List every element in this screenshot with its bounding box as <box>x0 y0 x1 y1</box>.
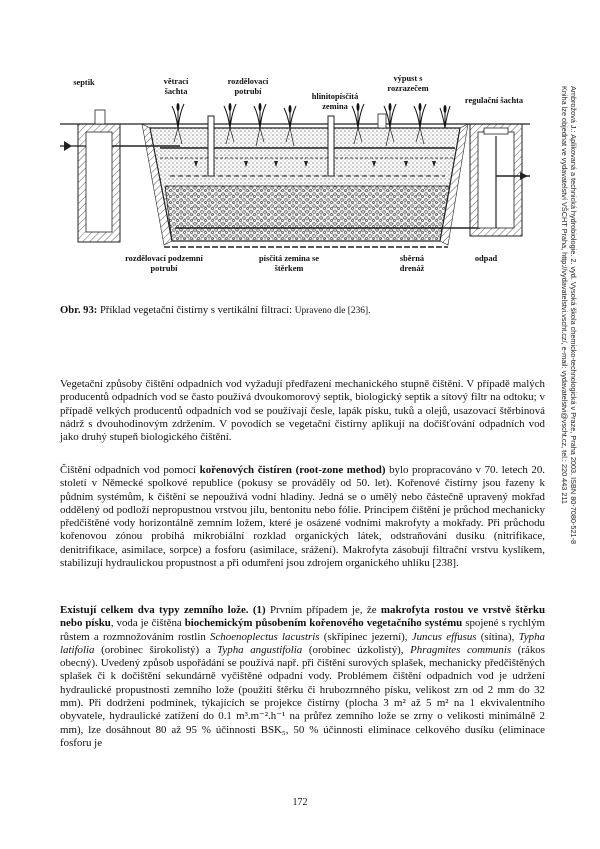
label-sand-gravel: písčitá zemina se štěrkem <box>258 254 319 273</box>
caption-source: Upraveno dle [236]. <box>294 306 371 316</box>
p3-part-l: (orobinec širokolistý) a <box>94 643 218 656</box>
p3-part-n: (orobinec úzkolistý), <box>302 643 411 656</box>
figure-vegetation-plant <box>60 66 530 278</box>
caption-number: Obr. 93: <box>60 305 98 316</box>
side-citation-line2: Kniha lze objednat ve vydavatelství VŠCHT Praha, http://vydavatelstvi.vscht.cz/, e-mail: vydavatelstvi@vscht.cz, tel.: 220 443 211 <box>560 86 569 504</box>
caption-text: Příklad vegetační čistírny s vertikální filtrací: <box>99 305 293 316</box>
p3-part-p: (rákos obecný). Uvedený způsob uspořádání se používá např. při čištění surových splašek, mechanicky předčištěných splašek či k dočištění sekundárně vyčištěné odpadní vody. Problémem čištění odpadních vod je udržení hydraulické propustnosti zemního lože (použití štěrku či hrubozrnného písku, velikost zrn od 2 mm do 32 mm). Při dodržení podmínek, týkajících se projekce čistírny (plocha 3 m² až 5 m² na 1 ekvivalentního obyvatele, hydraulické zatížení do 0.1 m³.m⁻².h⁻¹ na průřez zemního lože se zrny o velikosti minimálně 2 mm), lze dosáhnout 80 až 95 % účinnosti BSK₅, 50 % účinnosti eliminace celkového dusíku (eliminace fosforu je <box>60 643 545 749</box>
p3-part-d: , voda je čištěna <box>110 617 185 630</box>
paragraph-1-text: Vegetační způsoby čištění odpadních vod vyžadují předřazení mechanického stupně čištění. V případě malých producentů odpadních vod se často používá dvoukomorový septik, biologický septik a sítový filtr na odtoku; v případě velkých producentů odpadních vod se používají česle, lapák písku, tuků a olejů, usazovací štěrbinová nádrž s dvouhodinovým zdržením. V povodích se vegetační čistírny aplikují na dočišťování odpadních vod jako druhý stupeň biologického čištění. <box>60 378 545 444</box>
label-loam-soil: hlinitopísčitá zemina <box>311 92 359 111</box>
label-distribution-pipe: rozdělovací potrubí <box>227 77 269 96</box>
side-citation-line1: Ambrožová J.: Aplikovaná a technická hydrobiologie. 2. vyd. Vysoká škola chemicko-technologická v Praze, Praha 2003. ISBN 80-7080-521-8 <box>569 86 578 545</box>
paragraph-1 <box>60 378 545 444</box>
label-septik: septik <box>73 78 95 87</box>
p3-species-3: Typha latifolia <box>60 630 545 656</box>
label-underground-pipe: rozdělovací podzemní potrubí <box>125 254 203 273</box>
label-outflow: odpad <box>474 254 498 263</box>
p3-part-c: makrofyta rostou ve vrstvě štěrku nebo písku <box>60 604 546 630</box>
p3-part-h: (skřípinec jezerní), <box>319 630 412 643</box>
p3-species-5: Phragmites communis <box>410 643 512 656</box>
label-outlet-splitter: výpust s rozrazečem <box>387 74 429 93</box>
p3-heading: Existují celkem dva typy zemního lože. (1) <box>60 604 266 616</box>
p2-start: Čištění odpadních vod pomocí <box>60 464 200 476</box>
p2-root-zone: kořenových čistíren (root-zone method) <box>199 464 386 476</box>
p3-part-b: Prvním případem je, že <box>265 604 381 616</box>
septic-inner <box>86 132 112 232</box>
side-citation <box>560 86 588 606</box>
page-number: 172 <box>292 797 308 808</box>
figure-caption <box>60 305 540 316</box>
p3-species-4: Typha angustifolia <box>217 643 303 656</box>
paragraph-2 <box>60 464 545 570</box>
label-regulation-shaft: regulační šachta <box>464 96 524 105</box>
paragraph-3 <box>60 604 545 750</box>
p2-rest: bylo propracováno v 70. letech 20. století v Německé spolkové republice (pokusy se prováděly od 50. let). Kořenové čistírny jsou řazeny k půdním systémům, k čištění se nepoužívá vodní hladiny. Jedná se o umělý nebo částečně upravený mokřad oddělený od podloží nepropustnou vrstvou jílu, bentonitu nebo fólie. Principem čištění je průchod mechanicky předčištěné vody horizontálně zemním ložem, které je osázené vodními makrofyty a mokřady. Při průchodu kořenovou zónou probíhá mikrobiální rozklad organických látek, odstraňování dusíku (nitrifikace, denitrifikace, asimilace, sorpce) a fosforu (asimilace, srážení). Makrofyta zásobují filtrační vrstvu kyslíkem, stabilizují hydraulickou propustnost a při odumření jsou zdrojem organického uhlíku [238]. <box>60 464 545 570</box>
label-collector-drain: sběrná drenáž <box>399 254 425 273</box>
p3-species-2: Juncus effusus <box>411 630 477 643</box>
p3-part-j: (sítina), <box>476 630 519 643</box>
p3-species-1: Schoenoplectus lacustris <box>210 630 320 643</box>
p3-part-e: biochemickým působením kořenového vegetačního systému <box>184 617 463 630</box>
label-vent-shaft: větrací šachta <box>163 77 189 96</box>
p3-part-f: spojené s rychlým růstem a rozmnožováním rostlin <box>60 617 545 643</box>
gravel-layer <box>165 186 450 241</box>
